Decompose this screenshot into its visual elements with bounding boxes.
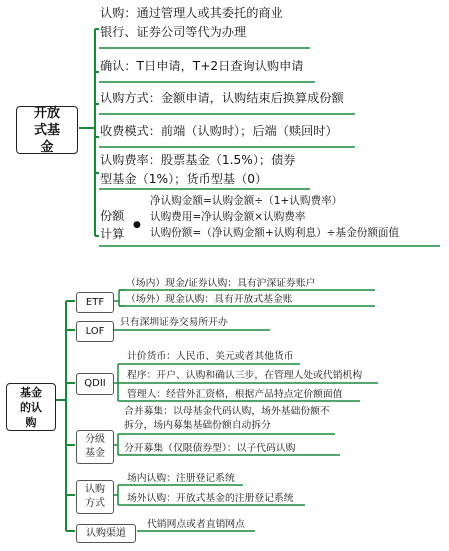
node-rengou-fangshi <box>76 480 114 514</box>
node-qdii <box>76 373 114 395</box>
node-fenji-jijin-label: 分级基金 <box>85 434 105 459</box>
branch-queren-line-1: 确认：T日申请，T+2日查询认购申请 <box>100 59 304 73</box>
branch-rengou-feilv <box>100 151 296 189</box>
node-lof-label: LOF <box>85 325 105 337</box>
formula-rengou-feiyong: 认购费用=净认购金额×认购费率 <box>150 211 306 223</box>
qdii-item-guanliren: 管理人：经营外汇资格，根据产品特点定价额面值 <box>127 389 343 400</box>
branch-rengou-fangshi-line-1: 认购方式：金额申请，认购结束后换算成份额 <box>100 91 344 105</box>
rengou-fangshi-item-changnei: 场内认购：注册登记系统 <box>127 473 235 484</box>
branch-shoufei-moshi <box>100 122 338 141</box>
etf-item-changnei: （场内）现金/证券认购：具有沪深证券账户 <box>126 278 316 289</box>
branch-rengou-line-1: 认购：通过管理人或其委托的商业 <box>100 6 283 20</box>
node-qdii-label: QDII <box>84 378 106 389</box>
root2-text-line-3: 购 <box>25 415 37 429</box>
root-text-line-2: 式基 <box>33 122 60 138</box>
node-rengou-fangshi-label: 认购方式 <box>85 484 105 509</box>
branch-queren <box>100 57 303 76</box>
fene-jisuan-label-line-2: 计算 <box>100 227 125 241</box>
branch-fene-jisuan-label <box>100 207 124 243</box>
branch-rengou-feilv-line-1: 认购费率：股票基金（1.5%）；债券 <box>100 153 296 167</box>
fene-jisuan-formulas <box>150 193 399 241</box>
lof-item-shenzhen: 只有深圳证券交易所开办 <box>120 317 228 328</box>
branch-rengou-fangshi <box>100 89 344 108</box>
branch-shoufei-moshi-line-1: 收费模式：前端（认购时）；后端（赎回时） <box>100 124 338 138</box>
formula-jing-rengou-jine: 净认购金额=认购金额÷（1+认购费率） <box>150 195 343 207</box>
node-fenji-jijin <box>76 430 114 464</box>
root-text-line-1: 开放 <box>33 105 60 121</box>
node-etf-label: ETF <box>85 296 105 308</box>
formula-rengou-fene: 认购份额=（净认购金额+认购利息）÷基金份额面值 <box>150 227 400 239</box>
mindmap-root-jijin-rengou <box>6 383 56 431</box>
root-text-line-3: 金 <box>40 139 54 155</box>
qdii-item-jijia-huobi: 计价货币：人民币、美元或者其他货币 <box>127 351 294 362</box>
rengou-fangshi-item-changwai: 场外认购：开放式基金的注册登记系统 <box>127 493 294 504</box>
fene-jisuan-label-line-1: 份额 <box>100 209 125 223</box>
fenji-item-hebing-muji: 合并募集：以母基金代码认购，场外基础份额不拆分，场内募集基础份额自动拆分 <box>124 406 330 431</box>
etf-item-changwai: （场外）现金认购：具有开放式基金账 <box>126 294 293 305</box>
fenji-item-fenkai-muji: 分开募集（仅限债券型）：以子代码认购 <box>124 443 296 454</box>
qdii-item-chengxu: 程序：开户、认购和确认三步，在管理人处或代销机构 <box>127 370 363 381</box>
branch-rengou-feilv-line-2: 型基金（1%）；货币型基（0） <box>100 172 268 186</box>
node-etf <box>76 292 114 313</box>
branch-rengou-line-2: 银行、证券公司等代为办理 <box>100 25 247 39</box>
mindmap-root-kaifangshi <box>16 106 78 154</box>
qudao-item-daixiao: 代销网点或者直销网点 <box>147 519 245 530</box>
node-rengou-qudao <box>76 524 136 543</box>
root2-text-line-1: 基金 <box>20 385 42 399</box>
node-rengou-qudao-label: 认购渠道 <box>86 527 126 539</box>
root2-text-line-2: 的认 <box>20 400 42 414</box>
branch-rengou <box>100 4 283 42</box>
bullet-icon: ● <box>133 220 141 230</box>
node-lof <box>76 321 114 342</box>
